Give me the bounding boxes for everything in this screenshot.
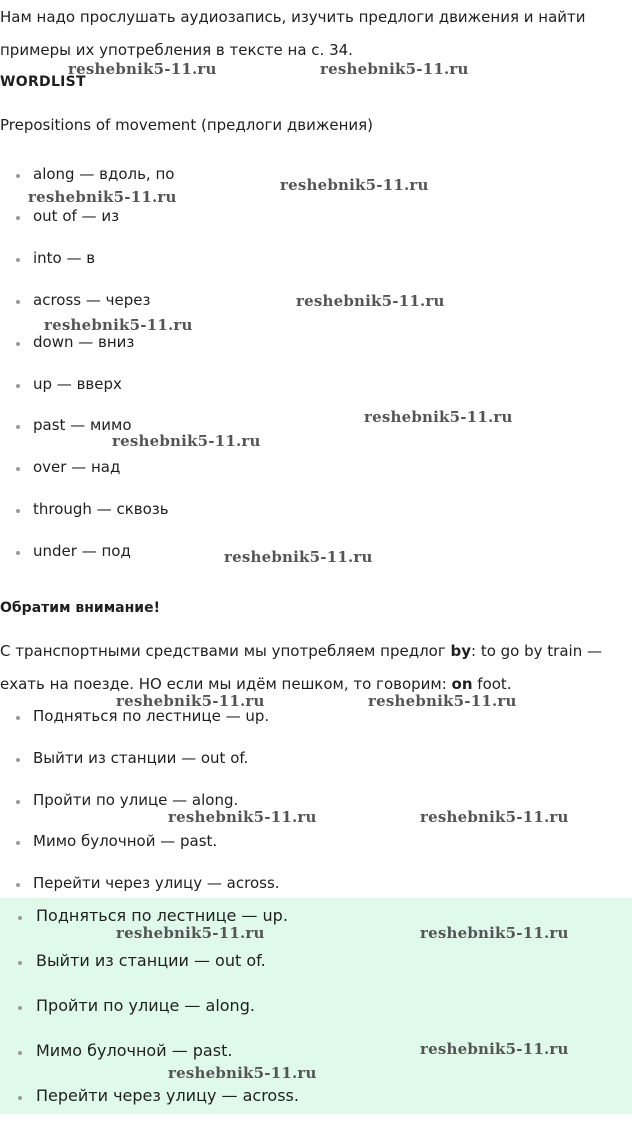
example-text: Подняться по лестнице — up. xyxy=(33,707,270,725)
watermark: reshebnik5-11.ru xyxy=(168,808,317,826)
watermark: reshebnik5-11.ru xyxy=(168,1064,317,1082)
bullet-icon xyxy=(16,467,20,471)
list-item xyxy=(0,415,632,439)
bullet-icon xyxy=(16,716,20,720)
bullet-icon xyxy=(16,509,20,513)
bullet-icon xyxy=(16,384,20,388)
example-text: Выйти из станции — out of. xyxy=(33,749,249,767)
list-item xyxy=(0,1085,632,1109)
note-line-1 xyxy=(0,641,602,661)
list-item xyxy=(0,374,632,398)
prepositions-subtitle: Prepositions of movement (предлоги движения) xyxy=(0,116,374,134)
note-heading: Обратим внимание! xyxy=(0,600,160,616)
list-item xyxy=(0,499,632,523)
bullet-icon xyxy=(16,300,20,304)
watermark: reshebnik5-11.ru xyxy=(364,408,513,426)
preposition-text: down — вниз xyxy=(33,333,135,351)
watermark: reshebnik5-11.ru xyxy=(224,548,373,566)
preposition-text: past — мимо xyxy=(33,416,132,434)
watermark: reshebnik5-11.ru xyxy=(112,432,261,450)
list-item xyxy=(0,748,632,772)
preposition-text: under — под xyxy=(33,542,131,560)
note-by-keyword: by xyxy=(450,642,471,660)
example-text: Пройти по улице — along. xyxy=(33,791,239,809)
watermark: reshebnik5-11.ru xyxy=(420,1040,569,1058)
bullet-icon xyxy=(16,425,20,429)
watermark: reshebnik5-11.ru xyxy=(296,292,445,310)
bullet-icon xyxy=(16,551,20,555)
preposition-text: along — вдоль, по xyxy=(33,165,175,183)
bullet-icon xyxy=(18,961,22,965)
bullet-icon xyxy=(16,758,20,762)
intro-line-1: Нам надо прослушать аудиозапись, изучить предлоги движения и найти xyxy=(0,8,586,26)
note-line-2-start: ехать на поезде. НО если мы идём пешком, то говорим: xyxy=(0,675,452,693)
preposition-text: out of — из xyxy=(33,207,120,225)
note-on-keyword: on xyxy=(451,675,473,693)
watermark: reshebnik5-11.ru xyxy=(280,176,429,194)
bullet-icon xyxy=(18,1051,22,1055)
bullet-icon xyxy=(16,841,20,845)
bullet-icon xyxy=(18,916,22,920)
list-item xyxy=(0,457,632,481)
bullet-icon xyxy=(16,174,20,178)
answer-text: Выйти из станции — out of. xyxy=(36,951,266,970)
answer-text: Мимо булочной — past. xyxy=(36,1041,233,1060)
note-line-1-start: С транспортными средствами мы употребляем предлог xyxy=(0,642,451,660)
list-item xyxy=(0,995,632,1019)
list-item xyxy=(0,950,632,974)
watermark: reshebnik5-11.ru xyxy=(368,692,517,710)
bullet-icon xyxy=(18,1096,22,1100)
watermark: reshebnik5-11.ru xyxy=(420,808,569,826)
wordlist-heading: WORDLIST xyxy=(0,74,86,90)
watermark: reshebnik5-11.ru xyxy=(116,924,265,942)
example-text: Перейти через улицу — across. xyxy=(33,874,280,892)
answer-text: Подняться по лестнице — up. xyxy=(36,906,288,925)
answer-text: Пройти по улице — along. xyxy=(36,996,255,1015)
watermark: reshebnik5-11.ru xyxy=(68,60,217,78)
bullet-icon xyxy=(18,1006,22,1010)
preposition-text: up — вверх xyxy=(33,375,122,393)
bullet-icon xyxy=(16,883,20,887)
preposition-text: over — над xyxy=(33,458,121,476)
watermark: reshebnik5-11.ru xyxy=(420,924,569,942)
list-item xyxy=(0,206,632,230)
list-item xyxy=(0,248,632,272)
list-item xyxy=(0,873,632,897)
preposition-text: through — сквозь xyxy=(33,500,169,518)
example-text: Мимо булочной — past. xyxy=(33,832,218,850)
intro-line-2: примеры их употребления в тексте на с. 34. xyxy=(0,41,353,59)
answer-text: Перейти через улицу — across. xyxy=(36,1086,299,1105)
note-line-1-end: : to go by train — xyxy=(471,642,602,660)
bullet-icon xyxy=(16,800,20,804)
note-line-2 xyxy=(0,674,512,694)
bullet-icon xyxy=(16,216,20,220)
list-item xyxy=(0,332,632,356)
list-item xyxy=(0,706,632,730)
preposition-text: across — через xyxy=(33,291,151,309)
watermark: reshebnik5-11.ru xyxy=(320,60,469,78)
bullet-icon xyxy=(16,342,20,346)
watermark: reshebnik5-11.ru xyxy=(116,692,265,710)
watermark: reshebnik5-11.ru xyxy=(28,188,177,206)
preposition-text: into — в xyxy=(33,249,96,267)
watermark: reshebnik5-11.ru xyxy=(44,316,193,334)
bullet-icon xyxy=(16,258,20,262)
list-item xyxy=(0,831,632,855)
note-line-2-end: foot. xyxy=(472,675,512,693)
